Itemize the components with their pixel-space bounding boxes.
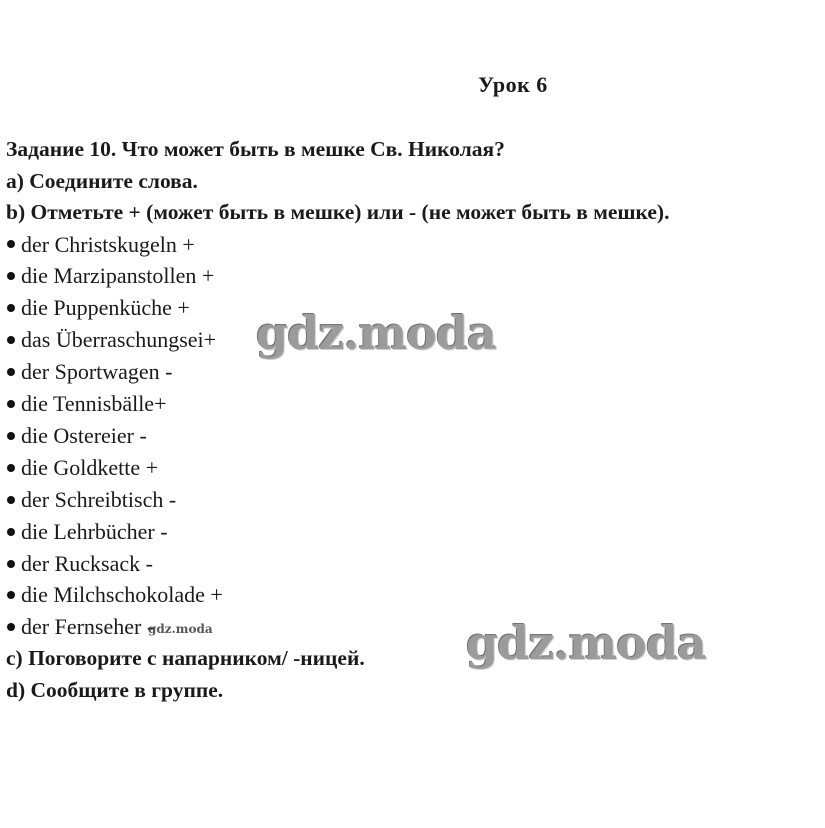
bullet-icon: [7, 464, 15, 472]
word-list: [6, 229, 821, 644]
task-part-a: a) Соедините слова.: [6, 168, 198, 193]
watermark-small: gdz.moda: [148, 622, 213, 636]
task-part-d: d) Сообщите в группе.: [6, 677, 224, 702]
list-item: [6, 516, 821, 548]
list-item: [6, 579, 821, 611]
list-item-text: das Überraschungsei+: [21, 327, 217, 353]
list-item-text: der Christskugeln +: [21, 231, 195, 257]
bullet-icon: [7, 528, 15, 536]
bullet-icon: [7, 368, 15, 376]
bullet-icon: [7, 496, 15, 504]
bullet-icon: [7, 336, 15, 344]
bullet-icon: [7, 240, 15, 248]
list-item: [6, 420, 821, 452]
list-item: [6, 484, 821, 516]
bullet-icon: [7, 591, 15, 599]
list-item: [6, 548, 821, 580]
bullet-icon: [7, 560, 15, 568]
bullet-icon: [7, 432, 15, 440]
list-item: [6, 324, 821, 356]
list-item-text: die Puppenküche +: [21, 295, 190, 321]
bullet-icon: [7, 400, 15, 408]
list-item-text: der Fernseher -: [21, 614, 155, 640]
list-item-text: die Goldkette +: [21, 454, 159, 480]
list-item: [6, 388, 821, 420]
list-item-text: der Schreibtisch -: [21, 486, 177, 512]
task-block: [6, 134, 821, 706]
bullet-icon: [7, 272, 15, 280]
list-item: [6, 292, 821, 324]
list-item-text: die Marzipanstollen +: [21, 263, 215, 289]
list-item-text: der Rucksack -: [21, 550, 153, 576]
list-item: [6, 452, 821, 484]
list-item: [6, 229, 821, 261]
task-heading: Задание 10. Что может быть в мешке Св. Николая?: [6, 137, 505, 161]
watermark-logo: gdz.moda: [256, 306, 496, 360]
list-item: [6, 356, 821, 388]
watermark-logo: gdz.moda: [466, 616, 706, 670]
list-item-text: die Ostereier -: [21, 422, 147, 448]
list-item-text: der Sportwagen -: [21, 359, 173, 385]
list-item-text: die Milchschokolade +: [21, 582, 223, 608]
task-part-b: b) Отметьте + (может быть в мешке) или - (не может быть в мешке).: [6, 200, 670, 224]
list-item-text: die Lehrbücher -: [21, 518, 168, 544]
bullet-icon: [7, 623, 15, 631]
bullet-icon: [7, 304, 15, 312]
task-part-c: c) Поговорите с напарником/ -ницей.: [6, 646, 365, 671]
list-item-text: die Tennisbälle+: [21, 391, 167, 417]
page-header: Урок 6: [478, 72, 548, 97]
list-item: [6, 260, 821, 292]
list-item: [6, 611, 821, 643]
